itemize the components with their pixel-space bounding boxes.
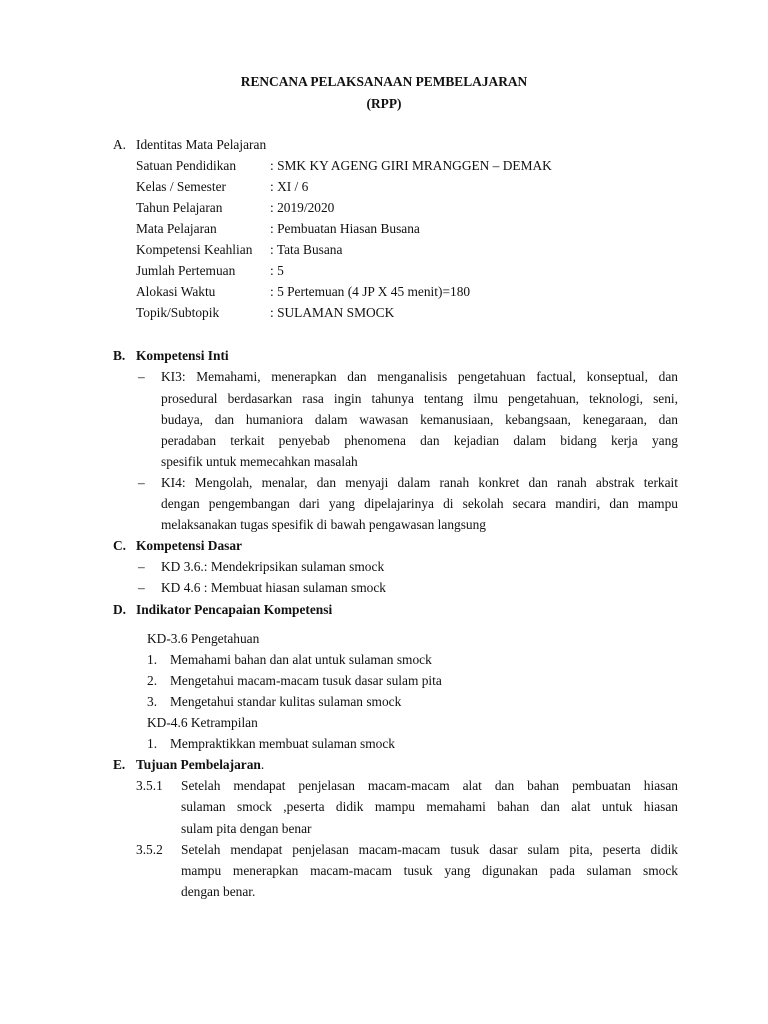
- paragraph-line: melaksanakan tugas spesifik di bawah pengawasan langsung: [161, 517, 487, 532]
- paragraph-line: Setelah mendapat penjelasan macam-macam tusuk dasar sulam pita, peserta didik: [181, 842, 678, 857]
- bullet-dash: –: [138, 475, 145, 490]
- list-item: KD 3.6.: Mendekripsikan sulaman smock: [161, 559, 385, 574]
- section-e-marker: E.: [113, 757, 126, 772]
- bullet-dash: –: [138, 559, 145, 574]
- identity-label: Tahun Pelajaran: [136, 200, 223, 215]
- indicator-group-title: KD-3.6 Pengetahuan: [147, 631, 260, 646]
- paragraph-line: dengan pengembangan dari yang dipelajarinya di sekolah secara mandiri, dan mampu: [161, 496, 678, 511]
- section-b-marker: B.: [113, 348, 126, 363]
- bullet-dash: –: [138, 369, 145, 384]
- identity-value: : Pembuatan Hiasan Busana: [270, 221, 420, 236]
- identity-value: : 5: [270, 263, 284, 278]
- identity-value: : 2019/2020: [270, 200, 335, 215]
- paragraph-line: peradaban terkait penyebab phenomena dan kejadian dalam bidang kerja yang: [161, 433, 678, 448]
- list-item: Mengetahui standar kulitas sulaman smock: [170, 694, 402, 709]
- paragraph-line: mampu menerapkan macam-macam tusuk yang digunakan pada sulaman smock: [181, 863, 678, 878]
- identity-label: Kompetensi Keahlian: [136, 242, 253, 257]
- document-title: RENCANA PELAKSANAAN PEMBELAJARAN: [240, 74, 528, 89]
- indicator-group-title: KD-4.6 Ketrampilan: [147, 715, 258, 730]
- identity-label: Mata Pelajaran: [136, 221, 217, 236]
- list-item: Memahami bahan dan alat untuk sulaman smock: [170, 652, 432, 667]
- objective-number: 3.5.1: [136, 778, 163, 793]
- paragraph-line: KI4: Mengolah, menalar, dan menyaji dalam ranah konkret dan ranah abstrak terkait: [161, 475, 678, 490]
- list-item: Mengetahui macam-macam tusuk dasar sulam pita: [170, 673, 442, 688]
- identity-value: : SMK KY AGENG GIRI MRANGGEN – DEMAK: [270, 158, 552, 173]
- section-b-heading: Kompetensi Inti: [136, 348, 229, 363]
- section-c-heading: Kompetensi Dasar: [136, 538, 243, 553]
- document-subtitle: (RPP): [366, 96, 402, 111]
- paragraph-line: budaya, dan humaniora dalam wawasan kemanusiaan, kebangsaan, kenegaraan, dan: [161, 412, 678, 427]
- paragraph-line: sulaman smock ,peserta didik mampu memahami bahan dan alat untuk hiasan: [181, 799, 678, 814]
- section-e-heading-wrap: [136, 758, 264, 771]
- identity-value: : SULAMAN SMOCK: [270, 305, 395, 320]
- identity-label: Topik/Subtopik: [136, 305, 220, 320]
- paragraph-line: prosedural berdasarkan rasa ingin tahunya tentang ilmu pengetahuan, teknologi, seni,: [161, 391, 678, 406]
- list-number: 1.: [147, 652, 158, 667]
- paragraph-line: spesifik untuk memecahkan masalah: [161, 454, 358, 469]
- list-item: Mempraktikkan membuat sulaman smock: [170, 736, 395, 751]
- list-number: 1.: [147, 736, 158, 751]
- section-c-marker: C.: [113, 538, 127, 553]
- paragraph-line: sulam pita dengan benar: [181, 821, 312, 836]
- identity-value: : XI / 6: [270, 179, 309, 194]
- identity-label: Satuan Pendidikan: [136, 158, 237, 173]
- identity-label: Kelas / Semester: [136, 179, 226, 194]
- identity-label: Jumlah Pertemuan: [136, 263, 236, 278]
- section-e-period: .: [260, 757, 265, 772]
- section-e-heading: Tujuan Pembelajaran: [136, 757, 261, 772]
- section-d-heading: Indikator Pencapaian Kompetensi: [136, 602, 333, 617]
- paragraph-line: Setelah mendapat penjelasan macam-macam alat dan bahan pembuatan hiasan: [181, 778, 678, 793]
- identity-label: Alokasi Waktu: [136, 284, 216, 299]
- list-number: 2.: [147, 673, 158, 688]
- bullet-dash: –: [138, 580, 145, 595]
- paragraph-line: dengan benar.: [181, 884, 256, 899]
- identity-value: : Tata Busana: [270, 242, 343, 257]
- list-number: 3.: [147, 694, 158, 709]
- list-item: KD 4.6 : Membuat hiasan sulaman smock: [161, 580, 386, 595]
- section-a-marker: A.: [113, 137, 127, 152]
- section-d-marker: D.: [113, 602, 127, 617]
- paragraph-line: KI3: Memahami, menerapkan dan menganalisis pengetahuan factual, konseptual, dan: [161, 369, 678, 384]
- objective-number: 3.5.2: [136, 842, 163, 857]
- identity-value: : 5 Pertemuan (4 JP X 45 menit)=180: [270, 284, 471, 299]
- section-a-heading: Identitas Mata Pelajaran: [136, 137, 267, 152]
